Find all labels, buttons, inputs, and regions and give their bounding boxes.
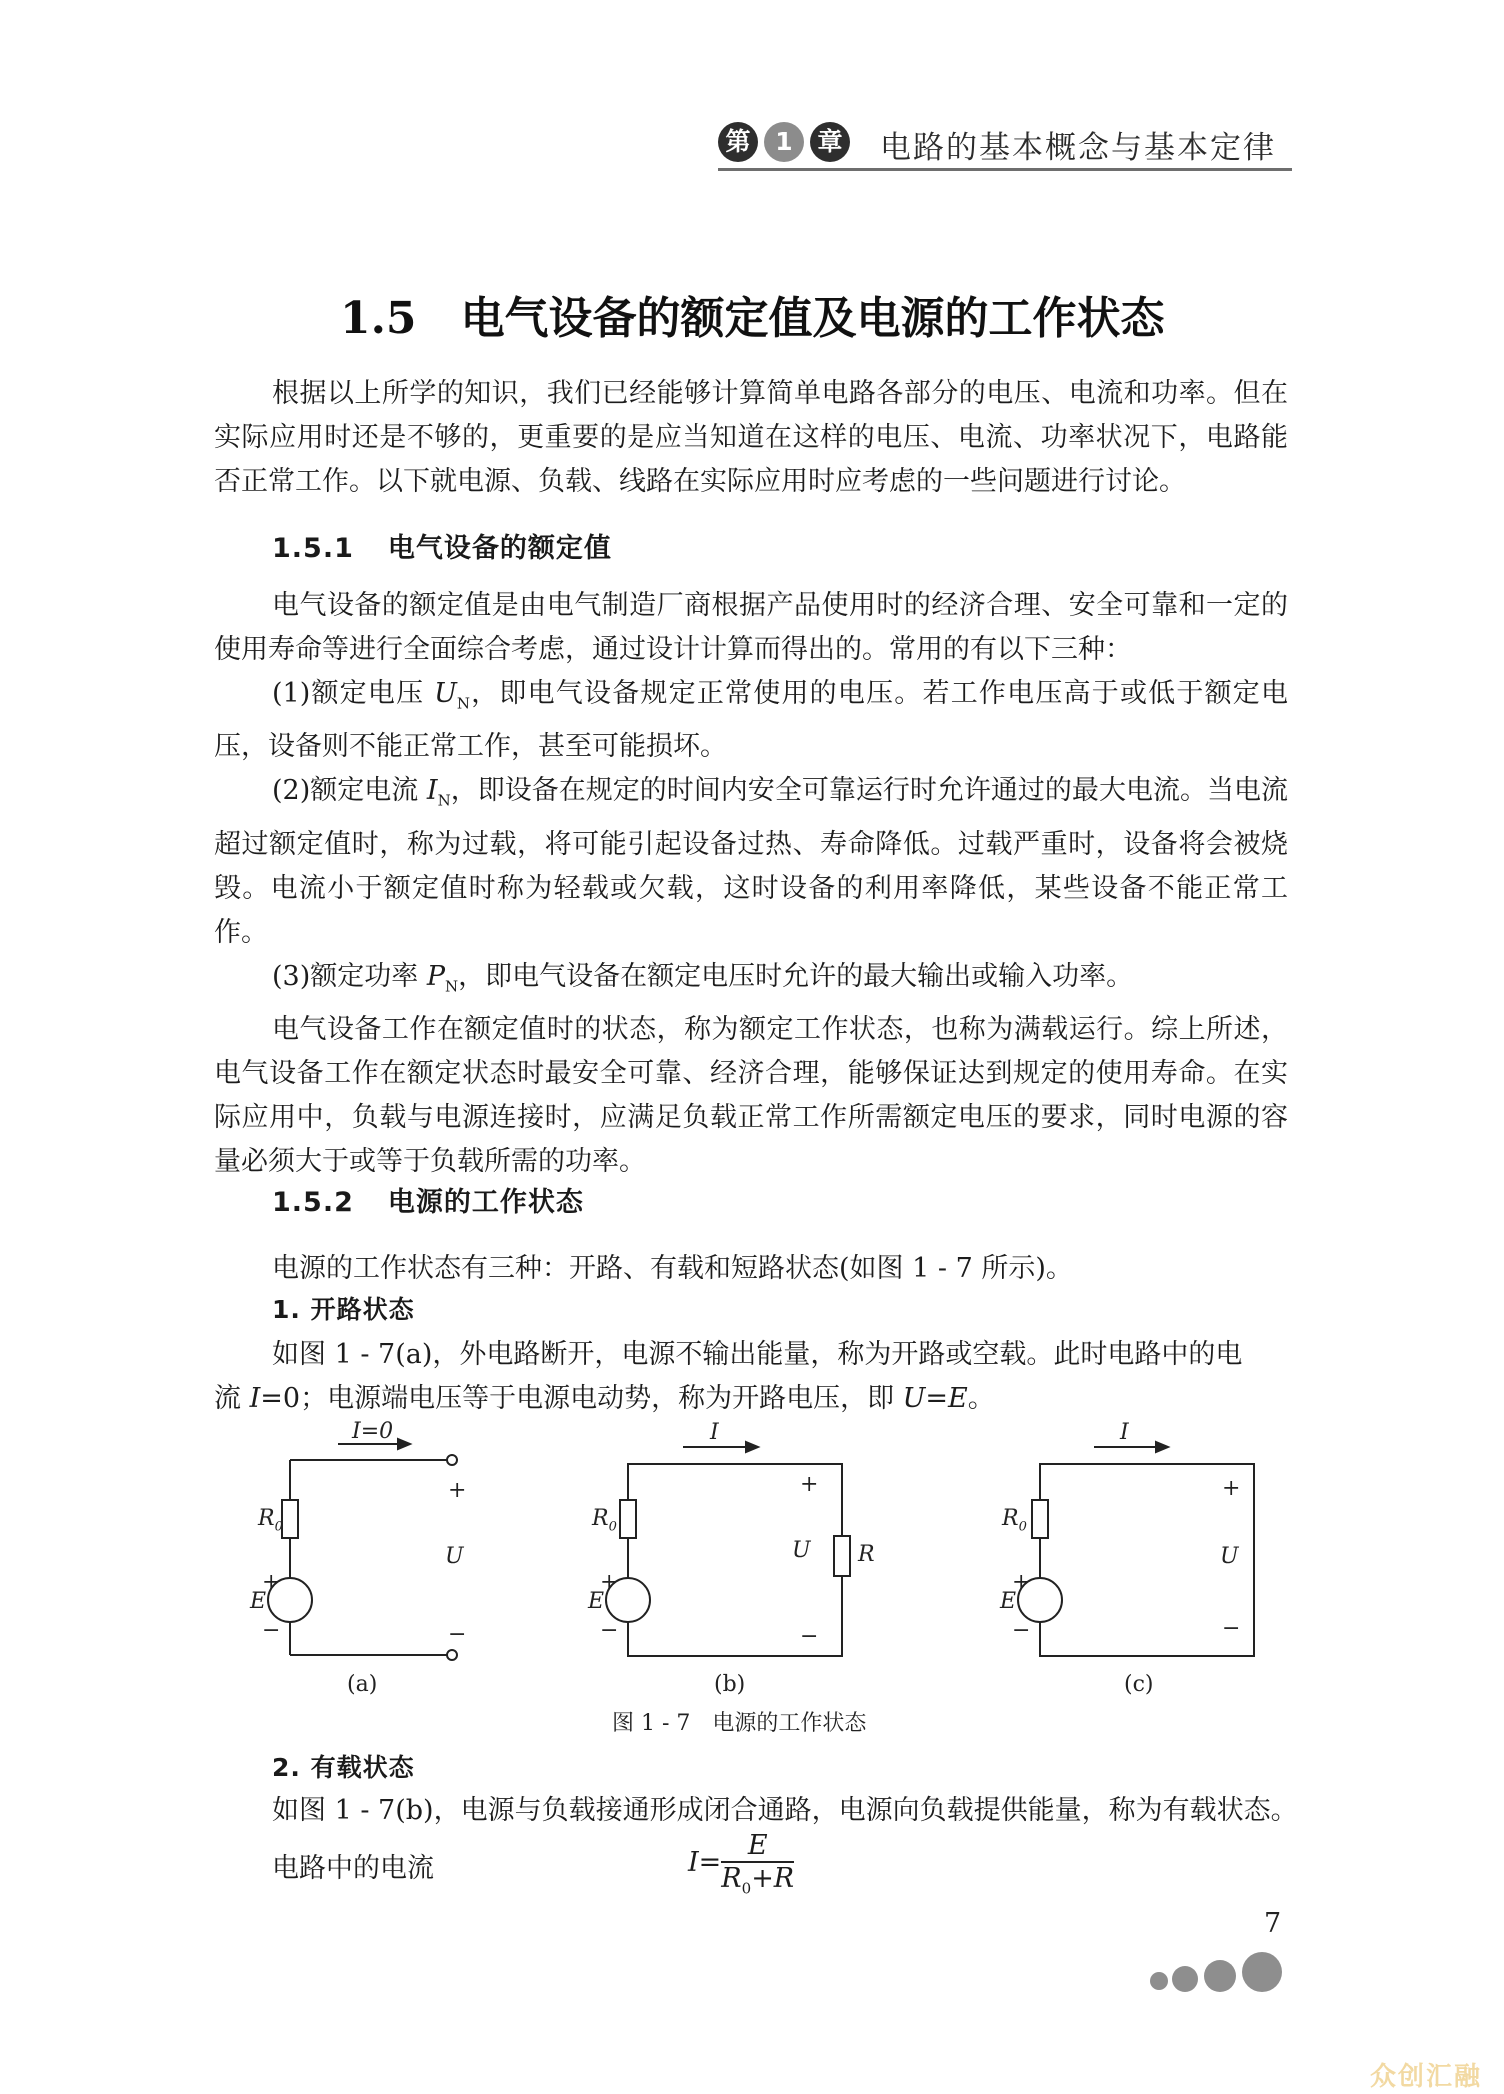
loaded-state-heading: 2. 有载状态 [272,1753,415,1782]
label-r0-c: $R_0$ [1002,1506,1027,1535]
subsection-1-title: 电气设备的额定值 [387,533,612,564]
resistor-r0-b [620,1500,636,1538]
label-minus-u-b: − [800,1624,819,1649]
arrow-c [1156,1442,1168,1452]
current-label: 电路中的电流 [272,1853,434,1884]
chapter-chip-right: 章 [810,122,850,162]
rated-current-item: (2)额定电流 $I_N$，即设备在规定的时间内安全可靠运行时允许通过的最大电流。当电流超过额定值时，称为过载，将可能引起设备过热、寿命降低。过载严重时，设备将会被烧毁。电流小于额定值时称为轻载或欠载，这时设备的利用率降低，某些设备不能正常工作。 [214,775,1289,948]
ratings-intro: 电气设备的额定值是由电气制造厂商根据产品使用时的经济合理、安全可靠和一定的使用寿命等进行全面综合考虑，通过设计计算而得出的。常用的有以下三种： [214,590,1288,665]
section-number: 1.5 [340,293,417,344]
resistor-r0-a [282,1500,298,1538]
current-equation: I= $\frac{E}{R_0+R}$ [688,1830,795,1898]
figure-caption: 图 1 - 7 电源的工作状态 [612,1711,867,1736]
subsection-2-title: 电源的工作状态 [387,1187,584,1218]
label-e-c: E [1000,1589,1017,1614]
label-minus-u-a: − [448,1622,467,1647]
label-u-a: U [445,1544,464,1569]
terminal-a-bottom [447,1650,457,1660]
label-r0-a: $R_0$ [258,1506,283,1535]
circuit-c [1018,1442,1254,1656]
watermark: 众创汇融 [1370,2062,1483,2092]
label-r0-b: $R_0$ [592,1506,617,1535]
resistor-r0-c [1032,1500,1048,1538]
label-minus-u-c: − [1222,1616,1241,1641]
loaded-state-text: 如图 1 - 7(b)，电源与负载接通形成闭合通路，电源向负载提供能量，称为有载状态。 [272,1795,1298,1826]
label-plus-e-c: + [1012,1570,1031,1595]
page-number: 7 [1264,1908,1282,1939]
label-plus-e-b: + [600,1570,619,1595]
open-state-text-line1: 如图 1 - 7(a)，外电路断开，电源不输出能量，称为开路或空载。此时电路中的电 [272,1339,1243,1370]
label-plus-u-a: + [448,1478,467,1503]
resistor-load-b [834,1536,850,1576]
open-state-text-line2: 流 I=0；电源端电压等于电源电动势，称为开路电压，即 U=E。 [214,1383,995,1414]
label-i0-a: I=0 [352,1419,394,1444]
intro-text: 根据以上所学的知识，我们已经能够计算简单电路各部分的电压、电流和功率。但在实际应用时还是不够的，更重要的是应当知道在这样的电压、电流、功率状况下，电路能否正常工作。以下就电源、负载、线路在实际应用时应考虑的一些问题进行讨论。 [214,378,1288,497]
rated-power-item: (3)额定功率 $P_N$，即电气设备在额定电压时允许的最大输出或输入功率。 [272,960,1134,996]
equation-fraction: $\frac{E}{R_0+R}$ [721,1830,795,1898]
terminal-a-top [447,1455,457,1465]
label-r-b: R [858,1542,875,1567]
rated-voltage-item: (1)额定电压 $U_N$，即电气设备规定正常使用的电压。若工作电压高于或低于额定电压，设备则不能正常工作，甚至可能损坏。 [214,678,1289,763]
label-plus-u-c: + [1222,1476,1241,1501]
label-plus-u-b: + [800,1472,819,1497]
label-u-c: U [1220,1544,1239,1569]
label-minus-e-b: − [600,1618,619,1643]
open-state-heading: 1. 开路状态 [272,1295,415,1324]
label-minus-e-c: − [1012,1618,1031,1643]
label-e-a: E [250,1589,267,1614]
label-i-b: I [710,1420,719,1445]
subsection-1-number: 1.5.1 [272,533,354,564]
decorative-dots [1150,1950,1290,1996]
label-u-b: U [792,1538,811,1563]
label-plus-e-a: + [262,1570,281,1595]
subfig-a-label: (a) [347,1672,378,1697]
arrow-b [746,1442,758,1452]
subfig-b-label: (b) [714,1672,746,1697]
dot-2 [1172,1966,1198,1992]
rated-state-paragraph: 电气设备工作在额定值时的状态，称为额定工作状态，也称为满载运行。综上所述，电气设备工作在额定状态时最安全可靠、经济合理，能够保证达到规定的使用寿命。在实际应用中，负载与电源连接时，应满足负载正常工作所需额定电压的要求，同时电源的容量必须大于或等于负载所需的功率。 [214,1014,1288,1178]
chapter-chip-number: 1 [764,122,804,162]
dot-3 [1204,1960,1236,1992]
chapter-chip-left: 第 [718,122,758,162]
label-e-b: E [588,1589,605,1614]
power-states-intro: 电源的工作状态有三种：开路、有载和短路状态(如图 1 - 7 所示)。 [272,1253,1073,1284]
subsection-2-number: 1.5.2 [272,1187,354,1218]
chapter-title: 电路的基本概念与基本定律 [880,130,1276,166]
label-i-c: I [1120,1420,1129,1445]
circuit-a [268,1439,457,1660]
subfig-c-label: (c) [1124,1672,1154,1697]
dot-1 [1150,1972,1168,1990]
arrow-a [398,1439,410,1449]
section-title-text: 电气设备的额定值及电源的工作状态 [460,293,1165,344]
dot-4 [1242,1952,1282,1992]
label-minus-e-a: − [262,1618,281,1643]
